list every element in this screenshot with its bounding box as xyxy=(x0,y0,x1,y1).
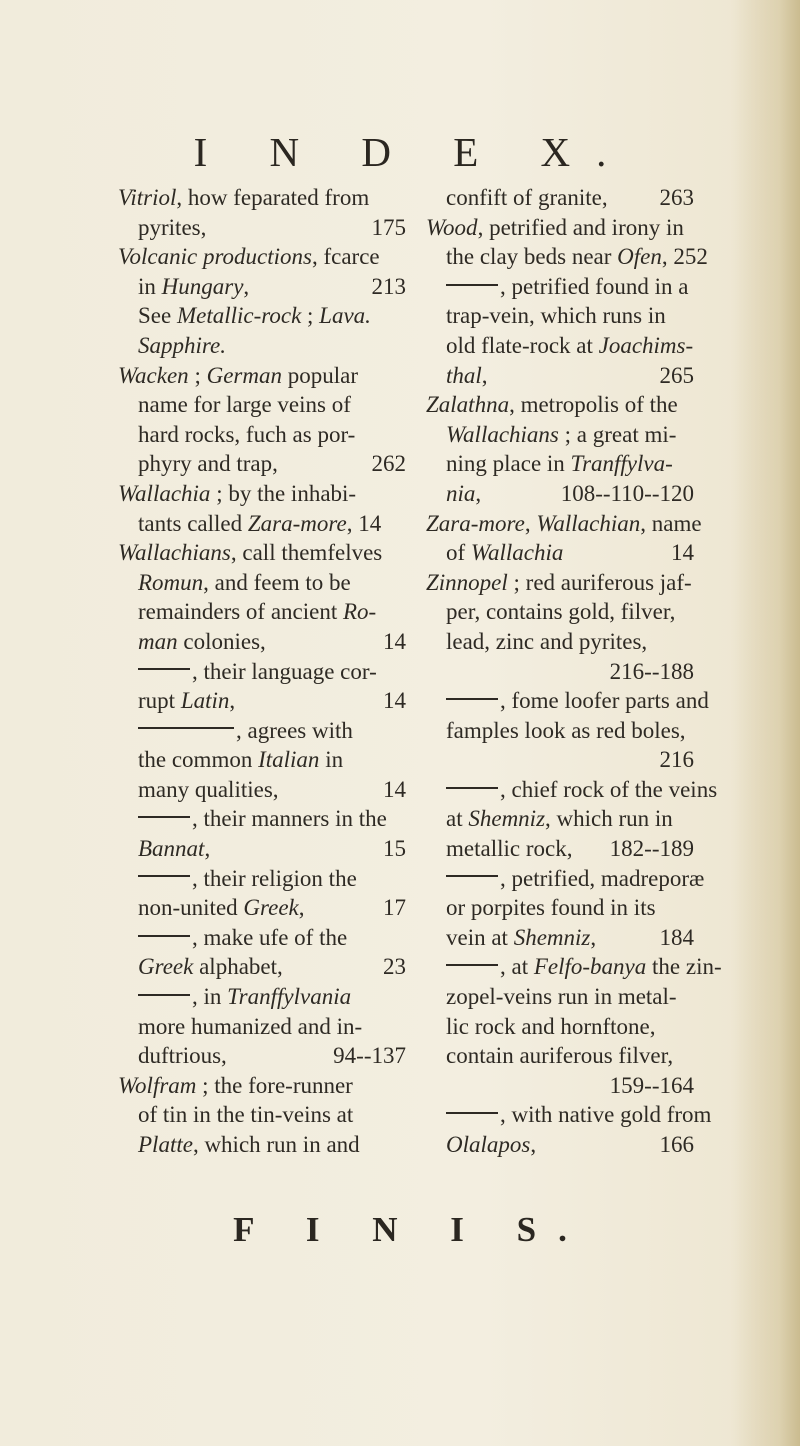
italic-term: Greek xyxy=(243,895,299,921)
index-entry-line xyxy=(118,716,406,746)
entry-fragment: ning place in xyxy=(446,451,571,477)
entry-fragment: , xyxy=(590,924,597,950)
entry-fragment: contain auriferous filver, xyxy=(446,1043,674,1069)
entry-fragment: , their manners in the xyxy=(192,806,387,832)
italic-term: Lava. xyxy=(319,303,371,329)
entry-text xyxy=(138,952,283,982)
entry-fragment: famples look as red boles, xyxy=(446,717,686,743)
entry-fragment: , xyxy=(229,688,236,714)
italic-term: Wallachians xyxy=(118,540,231,566)
entry-fragment: , 14 xyxy=(346,510,382,536)
page-reference: 159--164 xyxy=(609,1072,694,1098)
entry-text xyxy=(446,1041,673,1071)
entry-fragment: lic rock and hornftone, xyxy=(446,1013,656,1039)
page-reference: 213 xyxy=(371,273,406,299)
index-entry-line xyxy=(426,657,694,687)
index-entry-line xyxy=(426,568,694,598)
italic-term: Ro- xyxy=(343,599,377,625)
entry-text xyxy=(446,775,717,805)
index-entry-line xyxy=(118,1071,406,1101)
entry-fragment: per, contains gold, filver, xyxy=(446,599,676,625)
italic-term: Felfo-banya xyxy=(533,954,647,980)
index-entry-line xyxy=(118,420,406,450)
entry-fragment: of xyxy=(446,540,471,566)
entry-fragment: popular xyxy=(281,362,358,388)
entry-fragment: ; a great mi- xyxy=(558,421,677,447)
index-entry-line xyxy=(426,1130,694,1160)
entry-text xyxy=(446,923,596,953)
entry-text xyxy=(446,864,704,894)
index-entry-line xyxy=(426,982,694,1012)
italic-term: Zara-more xyxy=(426,510,525,536)
entry-text xyxy=(446,272,688,302)
entry-text xyxy=(138,213,206,243)
italic-term: thal xyxy=(446,362,482,388)
entry-fragment: zopel-veins run in metal- xyxy=(446,984,677,1010)
entry-text xyxy=(446,982,677,1012)
index-entry-line xyxy=(426,361,694,391)
italic-term: man xyxy=(138,628,178,654)
ditto-dash xyxy=(446,787,498,789)
entry-fragment: , call themfelves xyxy=(230,540,383,566)
index-entry-line xyxy=(426,538,694,568)
index-entry-line xyxy=(426,1071,694,1101)
entry-fragment: the common xyxy=(138,747,259,773)
ditto-dash xyxy=(446,964,498,966)
entry-text xyxy=(138,597,376,627)
index-entry-line xyxy=(426,390,694,420)
entry-fragment: phyry and trap, xyxy=(138,451,278,477)
ditto-dash xyxy=(446,1112,498,1114)
entry-fragment: non-united xyxy=(138,895,244,921)
index-entry-line xyxy=(118,597,406,627)
index-entry-line xyxy=(118,449,406,479)
ditto-dash xyxy=(446,875,498,877)
index-entry-line xyxy=(118,1041,406,1071)
page-reference: 216 xyxy=(659,747,694,773)
italic-term: Wallachia xyxy=(118,480,211,506)
entry-text xyxy=(138,331,226,361)
entry-text xyxy=(118,479,356,509)
entry-fragment: , at xyxy=(500,954,534,980)
index-entry-line xyxy=(118,331,406,361)
entry-fragment: , their language cor- xyxy=(192,658,377,684)
entry-fragment: , which run in xyxy=(545,806,673,832)
entry-fragment: old flate-rock at xyxy=(446,332,599,358)
entry-fragment: , petrified, madreporæ xyxy=(500,865,705,891)
index-entry-line xyxy=(426,716,694,746)
index-entry-line xyxy=(426,627,694,657)
page-reference: 14 xyxy=(383,776,406,802)
entry-fragment: , make ufe of the xyxy=(192,924,348,950)
index-entry-line xyxy=(118,1012,406,1042)
index-entry-line xyxy=(426,183,694,213)
index-column-right xyxy=(426,183,722,1160)
italic-term: Wacken xyxy=(118,362,189,388)
entry-fragment: , fcarce xyxy=(311,244,380,270)
entry-fragment: , name xyxy=(640,510,702,536)
index-entry-line xyxy=(426,923,694,953)
entry-text xyxy=(138,627,266,657)
entry-fragment: duftrious, xyxy=(138,1043,227,1069)
ditto-dash xyxy=(138,875,190,877)
entry-text xyxy=(138,893,305,923)
entry-fragment: ; xyxy=(301,303,320,329)
entry-fragment: remainders of ancient xyxy=(138,599,343,625)
italic-term: Hungary xyxy=(161,273,244,299)
italic-term: Zara-more xyxy=(247,510,347,536)
entry-text xyxy=(138,568,351,598)
entry-text xyxy=(138,390,351,420)
index-entry-line xyxy=(426,272,694,302)
entry-text xyxy=(138,716,353,746)
page-reference: 94--137 xyxy=(333,1043,406,1069)
entry-text xyxy=(138,420,355,450)
entry-fragment: , in xyxy=(192,984,228,1010)
entry-fragment: , xyxy=(243,273,250,299)
index-entry-line xyxy=(118,1130,406,1160)
italic-term: Wallachia xyxy=(470,540,564,566)
index-entry-line xyxy=(118,509,406,539)
entry-text xyxy=(446,1012,655,1042)
index-entry-line xyxy=(426,804,694,834)
entry-text xyxy=(426,390,678,420)
entry-text xyxy=(446,952,722,982)
entry-text xyxy=(138,301,371,331)
entry-text xyxy=(138,1100,353,1130)
italic-term: Ofen xyxy=(617,244,662,270)
page-reference: 216--188 xyxy=(609,658,694,684)
index-entry-line xyxy=(118,301,406,331)
index-entry-line xyxy=(118,1100,406,1130)
index-entry-line xyxy=(118,893,406,923)
entry-text xyxy=(446,834,572,864)
entry-fragment: , how feparated from xyxy=(176,185,370,210)
index-entry-line xyxy=(118,923,406,953)
entry-text xyxy=(446,804,673,834)
entry-fragment: lead, zinc and pyrites, xyxy=(446,628,648,654)
entry-fragment: ; red auriferous jaf- xyxy=(507,569,692,595)
italic-term: Vitriol xyxy=(118,185,177,210)
entry-text xyxy=(446,183,608,213)
index-entry-line xyxy=(426,834,694,864)
italic-term: Wallachians xyxy=(446,421,559,447)
ditto-dash xyxy=(446,698,498,700)
entry-fragment: , petrified and irony in xyxy=(477,214,684,240)
index-entry-line xyxy=(426,1041,694,1071)
italic-term: Wolfram xyxy=(118,1072,197,1098)
page-reference: 108--110--120 xyxy=(560,480,694,506)
ditto-dash xyxy=(138,727,234,729)
index-entry-line xyxy=(118,479,406,509)
index-entry-line xyxy=(426,420,694,450)
entry-text xyxy=(446,627,647,657)
entry-text xyxy=(446,301,666,331)
entry-fragment: the clay beds near xyxy=(446,244,618,270)
finis-footer: F I N I S. xyxy=(233,1210,589,1249)
entry-fragment: , which run in and xyxy=(192,1132,360,1157)
entry-fragment: tants called xyxy=(138,510,248,536)
entry-fragment: , with native gold from xyxy=(500,1102,712,1128)
entry-text xyxy=(138,1041,227,1071)
index-entry-line xyxy=(118,627,406,657)
index-heading: I N D E X. xyxy=(193,129,633,175)
italic-term: Tranffylva- xyxy=(570,451,673,477)
italic-term: Greek xyxy=(138,954,194,980)
index-column-left xyxy=(118,183,406,1160)
index-entry-line xyxy=(426,479,694,509)
entry-text xyxy=(446,479,481,509)
entry-fragment: ; by the inhabi- xyxy=(210,480,357,506)
page-reference: 262 xyxy=(371,451,406,477)
index-entry-line xyxy=(118,834,406,864)
entry-fragment: the zin- xyxy=(646,954,722,980)
index-entry-line xyxy=(118,745,406,775)
entry-text xyxy=(138,1130,360,1160)
index-entry-line xyxy=(118,952,406,982)
entry-fragment: rupt xyxy=(138,688,181,714)
index-entry-line xyxy=(426,1012,694,1042)
entry-text xyxy=(446,597,675,627)
entry-fragment: more humanized and in- xyxy=(138,1013,363,1039)
ditto-dash xyxy=(138,668,190,670)
index-entry-line xyxy=(426,952,722,982)
entry-text xyxy=(118,183,369,213)
entry-text xyxy=(426,509,702,539)
italic-term: Latin xyxy=(180,688,230,714)
entry-text xyxy=(446,242,708,272)
page-reference: 15 xyxy=(383,836,406,862)
italic-term: Tranffylvania xyxy=(227,984,352,1010)
index-entry-line xyxy=(426,213,694,243)
entry-fragment: many qualities, xyxy=(138,776,279,802)
index-entry-line xyxy=(118,568,406,598)
entry-fragment: or porpites found in its xyxy=(446,895,656,921)
index-entry-line xyxy=(426,242,708,272)
page-reference: 184 xyxy=(659,924,694,950)
entry-fragment: , metropolis of the xyxy=(509,392,678,418)
entry-text xyxy=(138,657,377,687)
index-entry-line xyxy=(426,301,694,331)
index-entry-line xyxy=(118,213,406,243)
index-entry-line xyxy=(118,775,406,805)
entry-text xyxy=(446,361,488,391)
entry-text xyxy=(138,509,381,539)
italic-term: Sapphire. xyxy=(138,332,226,358)
entry-text xyxy=(446,716,686,746)
entry-fragment: , xyxy=(530,1132,537,1157)
index-entry-line xyxy=(118,982,406,1012)
entry-fragment: ; the fore-runner xyxy=(196,1072,353,1098)
italic-term: Volcanic productions xyxy=(118,244,312,270)
entry-text xyxy=(138,272,249,302)
entry-text xyxy=(446,893,656,923)
entry-text xyxy=(446,449,673,479)
ditto-dash xyxy=(138,994,190,996)
index-entry-line xyxy=(426,597,694,627)
italic-term: Zinnopel xyxy=(426,569,508,595)
entry-fragment: , xyxy=(481,362,488,388)
italic-term: Shemniz xyxy=(513,924,591,950)
entry-fragment: at xyxy=(446,806,469,832)
entry-text xyxy=(446,1130,536,1160)
entry-fragment: , petrified found in a xyxy=(500,273,689,299)
entry-text xyxy=(446,686,709,716)
entry-text xyxy=(138,686,235,716)
entry-fragment: pyrites, xyxy=(138,214,207,240)
entry-fragment: of tin in the tin-veins at xyxy=(138,1102,354,1128)
index-entry-line xyxy=(118,804,406,834)
page-reference: 14 xyxy=(671,540,694,566)
index-entry-line xyxy=(426,509,702,539)
ditto-dash xyxy=(138,816,190,818)
index-entry-line xyxy=(426,1100,712,1130)
italic-term: Romun xyxy=(138,569,204,595)
entry-text xyxy=(138,864,357,894)
entry-fragment: confift of granite, xyxy=(446,185,608,210)
index-entry-line xyxy=(426,893,694,923)
italic-term: Italian xyxy=(258,747,320,773)
entry-fragment: , chief rock of the veins xyxy=(500,776,718,802)
page-reference: 263 xyxy=(659,185,694,210)
entry-fragment: trap-vein, which runs in xyxy=(446,303,666,329)
entry-text xyxy=(118,1071,353,1101)
entry-fragment: , agrees with xyxy=(236,717,353,743)
entry-text xyxy=(138,834,210,864)
index-entry-line xyxy=(426,745,694,775)
index-entry-line xyxy=(426,686,709,716)
entry-text xyxy=(138,1012,362,1042)
entry-fragment: , their religion the xyxy=(192,865,357,891)
entry-fragment: , xyxy=(475,480,482,506)
index-entry-line xyxy=(118,538,406,568)
entry-fragment: ; xyxy=(188,362,207,388)
page-reference: 182--189 xyxy=(609,836,694,862)
entry-text xyxy=(426,568,692,598)
italic-term: Olalapos xyxy=(446,1132,531,1157)
entry-fragment: in xyxy=(138,273,162,299)
italic-term: Wallachian xyxy=(536,510,641,536)
entry-text xyxy=(138,745,343,775)
page-reference: 166 xyxy=(659,1132,694,1157)
entry-fragment: , xyxy=(204,836,211,862)
index-entry-line xyxy=(118,686,406,716)
entry-fragment: , and feem to be xyxy=(203,569,351,595)
entry-fragment: See xyxy=(138,303,177,329)
entry-text xyxy=(446,1100,711,1130)
entry-fragment: , xyxy=(524,510,537,536)
entry-fragment: , 252 xyxy=(661,244,708,270)
entry-fragment: metallic rock, xyxy=(446,836,573,862)
ditto-dash xyxy=(138,935,190,937)
entry-fragment: vein at xyxy=(446,924,514,950)
page-reference: 23 xyxy=(383,954,406,980)
italic-term: Zalathna xyxy=(426,392,510,418)
entry-text xyxy=(138,775,279,805)
entry-text xyxy=(118,538,382,568)
entry-text xyxy=(446,538,563,568)
page-reference: 265 xyxy=(659,362,694,388)
italic-term: German xyxy=(206,362,282,388)
index-entry-line xyxy=(118,864,406,894)
entry-text xyxy=(118,361,358,391)
italic-term: Joachims- xyxy=(598,332,694,358)
italic-term: Bannat xyxy=(138,836,205,862)
entry-fragment: in xyxy=(319,747,344,773)
italic-term: Shemniz xyxy=(468,806,546,832)
index-entry-line xyxy=(426,864,705,894)
index-entry-line xyxy=(118,272,406,302)
entry-fragment: , xyxy=(298,895,305,921)
index-entry-line xyxy=(118,242,406,272)
index-entry-line xyxy=(118,361,406,391)
italic-term: Wood xyxy=(426,214,478,240)
index-entry-line xyxy=(426,449,694,479)
index-entry-line xyxy=(118,657,406,687)
italic-term: Platte xyxy=(138,1132,193,1157)
entry-text xyxy=(138,804,387,834)
page-reference: 14 xyxy=(383,688,406,714)
entry-text xyxy=(138,449,278,479)
index-entry-line xyxy=(118,183,406,213)
index-entry-line xyxy=(426,331,694,361)
entry-fragment: name for large veins of xyxy=(138,392,351,418)
entry-text xyxy=(446,331,693,361)
ditto-dash xyxy=(446,284,498,286)
page-reference: 175 xyxy=(371,214,406,240)
entry-text xyxy=(138,982,351,1012)
entry-text xyxy=(138,923,347,953)
entry-text xyxy=(446,420,676,450)
index-entry-line xyxy=(426,775,718,805)
entry-fragment: colonies, xyxy=(177,628,266,654)
italic-term: nia xyxy=(446,480,476,506)
index-entry-line xyxy=(118,390,406,420)
entry-text xyxy=(118,242,380,272)
entry-text xyxy=(426,213,684,243)
page-reference: 14 xyxy=(383,628,406,654)
entry-fragment: , fome loofer parts and xyxy=(500,688,709,714)
entry-fragment: alphabet, xyxy=(193,954,283,980)
page-reference: 17 xyxy=(383,895,406,921)
entry-fragment: hard rocks, fuch as por- xyxy=(138,421,356,447)
italic-term: Metallic-rock xyxy=(176,303,302,329)
